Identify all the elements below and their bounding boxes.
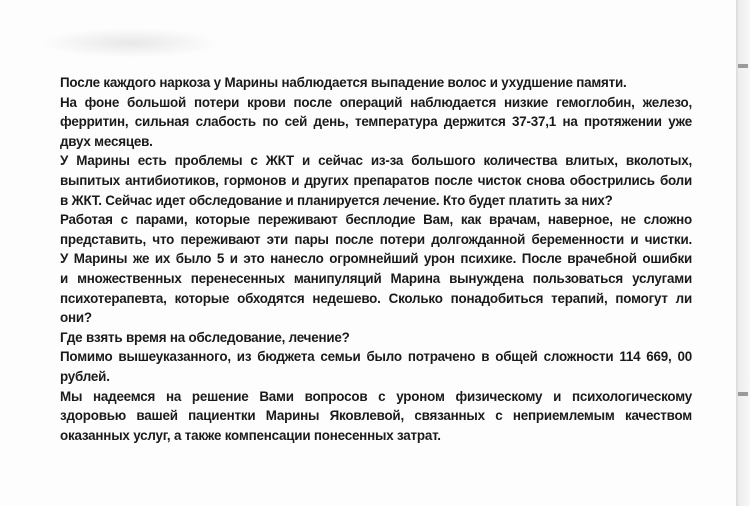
paragraph-line-15: Помимо вышеуказанного, из бюджета семьи было потрачено в общей сложности 114 669, 00 bbox=[60, 349, 692, 365]
paragraph-line-9: представить, что переживают эти пары после потери долгожданной беременности и чистки. bbox=[60, 231, 692, 247]
paragraph-line-2: На фоне большой потери крови после операций наблюдается низкие гемоглобин, железо, bbox=[60, 94, 692, 110]
paragraph-line-12: психотерапевта, которые обходятся недешево. Сколько понадобиться терапий, помогут ли bbox=[60, 290, 692, 306]
paragraph-line-3: ферритин, сильная слабость по сей день, температура держится 37-37,1 на протяжении уже bbox=[60, 114, 692, 130]
page-right-edge bbox=[736, 0, 750, 506]
paragraph-line-10: У Марины же их было 5 и это нанесло огромнейший урон психике. После врачебной ошибки bbox=[60, 251, 692, 267]
paragraph-line-1: После каждого наркоза у Марины наблюдается выпадение волос и ухудшение памяти. bbox=[60, 75, 627, 90]
scan-smudge bbox=[40, 28, 220, 58]
paragraph-line-7: в ЖКТ. Сейчас идет обследование и планируется лечение. Кто будет платить за них? bbox=[60, 192, 613, 208]
paragraph-line-6: выпитых антибиотиков, гормонов и других препаратов после чисток снова обострились боли bbox=[60, 172, 692, 188]
edge-mark-bottom bbox=[738, 392, 748, 396]
paragraph-line-18: здоровью вашей пациентки Марины Яковлевой, связанных с неприемлемым качеством bbox=[60, 408, 692, 424]
paragraph-line-13: они? bbox=[60, 310, 92, 326]
paragraph-line-19: оказанных услуг, а также компенсации понесенных затрат. bbox=[60, 427, 441, 443]
paragraph-line-5: У Марины есть проблемы с ЖКТ и сейчас из-за большого количества влитых, вколотых, bbox=[60, 153, 692, 169]
paragraph-line-11: и множественных перенесенных манипуляций Марина вынуждена пользоваться услугами bbox=[60, 270, 692, 286]
edge-mark-top bbox=[738, 64, 748, 68]
paragraph-line-8: Работая с парами, которые переживают бесплодие Вам, как врачам, наверное, не сложно bbox=[60, 212, 692, 228]
paragraph-line-4: двух месяцев. bbox=[60, 133, 153, 149]
paragraph-line-14: Где взять время на обследование, лечение? bbox=[60, 329, 350, 345]
letter-body bbox=[60, 73, 692, 445]
paragraph-line-17: Мы надеемся на решение Вами вопросов с уроном физическому и психологическому bbox=[60, 388, 692, 404]
paragraph-line-16: рублей. bbox=[60, 368, 110, 384]
